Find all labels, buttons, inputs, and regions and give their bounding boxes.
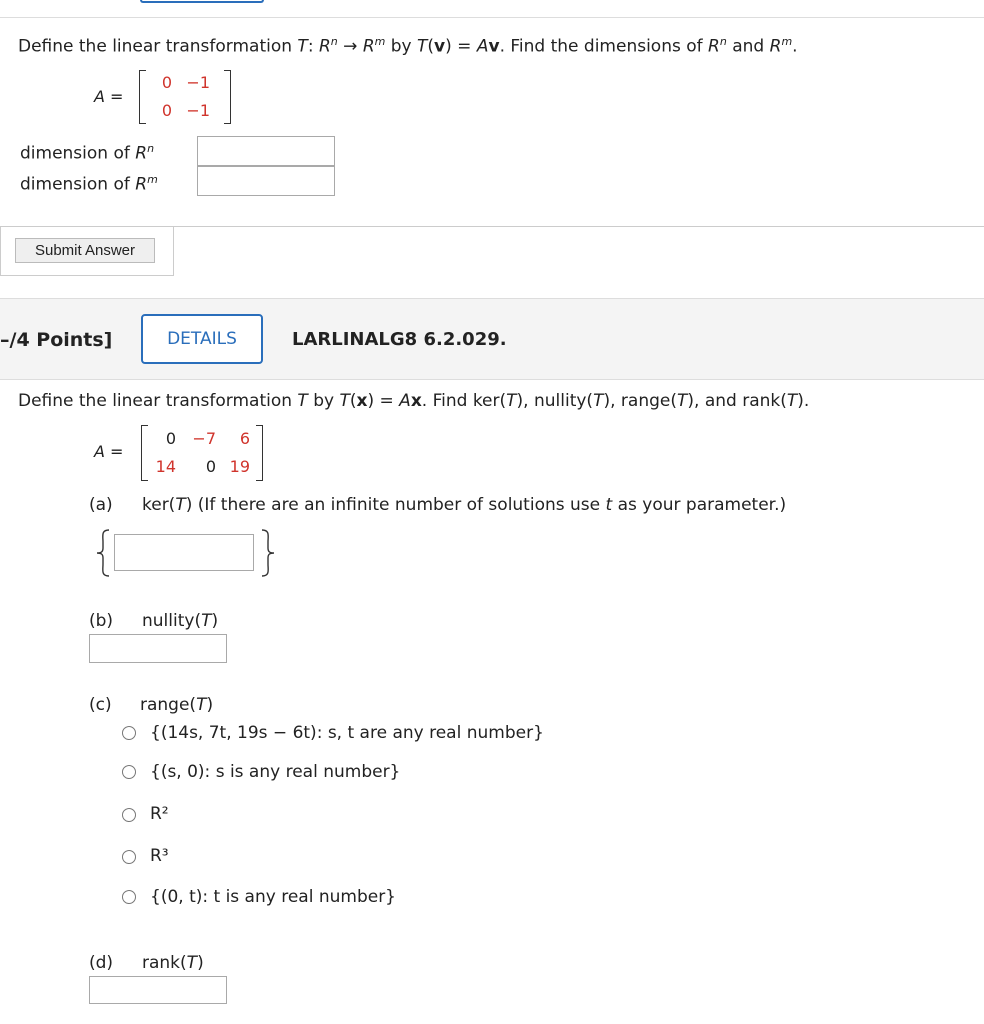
left-brace-icon (93, 528, 113, 578)
part-d-prompt: rank(T) (142, 953, 204, 973)
q1-matrix-cell: 0 (161, 101, 172, 120)
range-option-radio[interactable] (122, 890, 136, 904)
q1-matrix-left-bracket (139, 70, 146, 124)
q2-points: –/4 Points] (0, 329, 113, 351)
right-brace-icon (258, 528, 278, 578)
dim-n-input[interactable] (197, 136, 335, 166)
q2-matrix-cell: 0 (205, 457, 216, 476)
dim-n-label: dimension of $R^n$ (20, 142, 155, 164)
rank-input[interactable] (89, 976, 227, 1004)
q2-matrix-left-bracket (141, 425, 148, 481)
range-option-label[interactable]: {(s, 0): s is any real number} (150, 762, 401, 782)
top-divider (0, 17, 984, 18)
range-option-radio[interactable] (122, 850, 136, 864)
kernel-input[interactable] (114, 534, 254, 571)
range-option-radio[interactable] (122, 808, 136, 822)
q2-matrix-cell: 6 (239, 429, 250, 448)
q1-matrix-cell: −1 (186, 101, 210, 120)
q2-matrix-cell: 19 (229, 457, 250, 476)
nullity-input[interactable] (89, 634, 227, 663)
q2-problem-code: LARLINALG8 6.2.029. (292, 329, 507, 350)
q2-matrix-cell: −7 (192, 429, 216, 448)
range-option-radio[interactable] (122, 726, 136, 740)
part-c-prompt: range(T) (140, 695, 214, 715)
range-option-label[interactable]: R³ (150, 846, 169, 866)
part-a-prompt: ker(T) (If there are an infinite number of solutions use t as your parameter.) (142, 495, 787, 515)
q1-matrix-label: A = (94, 87, 124, 106)
q1-matrix-right-bracket (224, 70, 231, 124)
submit-answer-button[interactable]: Submit Answer (15, 238, 155, 263)
part-b-prompt: nullity(T) (142, 611, 219, 631)
prev-details-button-fragment[interactable] (140, 0, 264, 3)
q1-matrix-cell: 0 (161, 73, 172, 92)
q2-matrix-right-bracket (256, 425, 263, 481)
details-button[interactable]: DETAILS (141, 314, 263, 364)
q2-matrix-label: A = (94, 442, 124, 461)
dim-m-label: dimension of $R^m$ (20, 173, 158, 195)
part-b-label: (b) (89, 611, 114, 631)
part-a-label: (a) (89, 495, 113, 515)
range-option-radio[interactable] (122, 765, 136, 779)
q2-matrix-cell: 14 (155, 457, 176, 476)
range-option-label[interactable]: {(14s, 7t, 19s − 6t): s, t are any real number} (150, 723, 544, 743)
q2-prompt: Define the linear transformation T by T(x) = Ax. Find ker(T), nullity(T), range(T), and rank(T). (18, 391, 810, 411)
part-d-label: (d) (89, 953, 114, 973)
q2-matrix-cell: 0 (165, 429, 176, 448)
q1-prompt: Define the linear transformation T: $R^n \to R^m$ by T(v) = Av. Find the dimensions of $R^n$ and $R^m$. (18, 35, 798, 57)
part-c-label: (c) (89, 695, 112, 715)
q1-matrix-cell: −1 (186, 73, 210, 92)
range-option-label[interactable]: {(0, t): t is any real number} (150, 887, 396, 907)
range-option-label[interactable]: R² (150, 804, 169, 824)
dim-m-input[interactable] (197, 166, 335, 196)
